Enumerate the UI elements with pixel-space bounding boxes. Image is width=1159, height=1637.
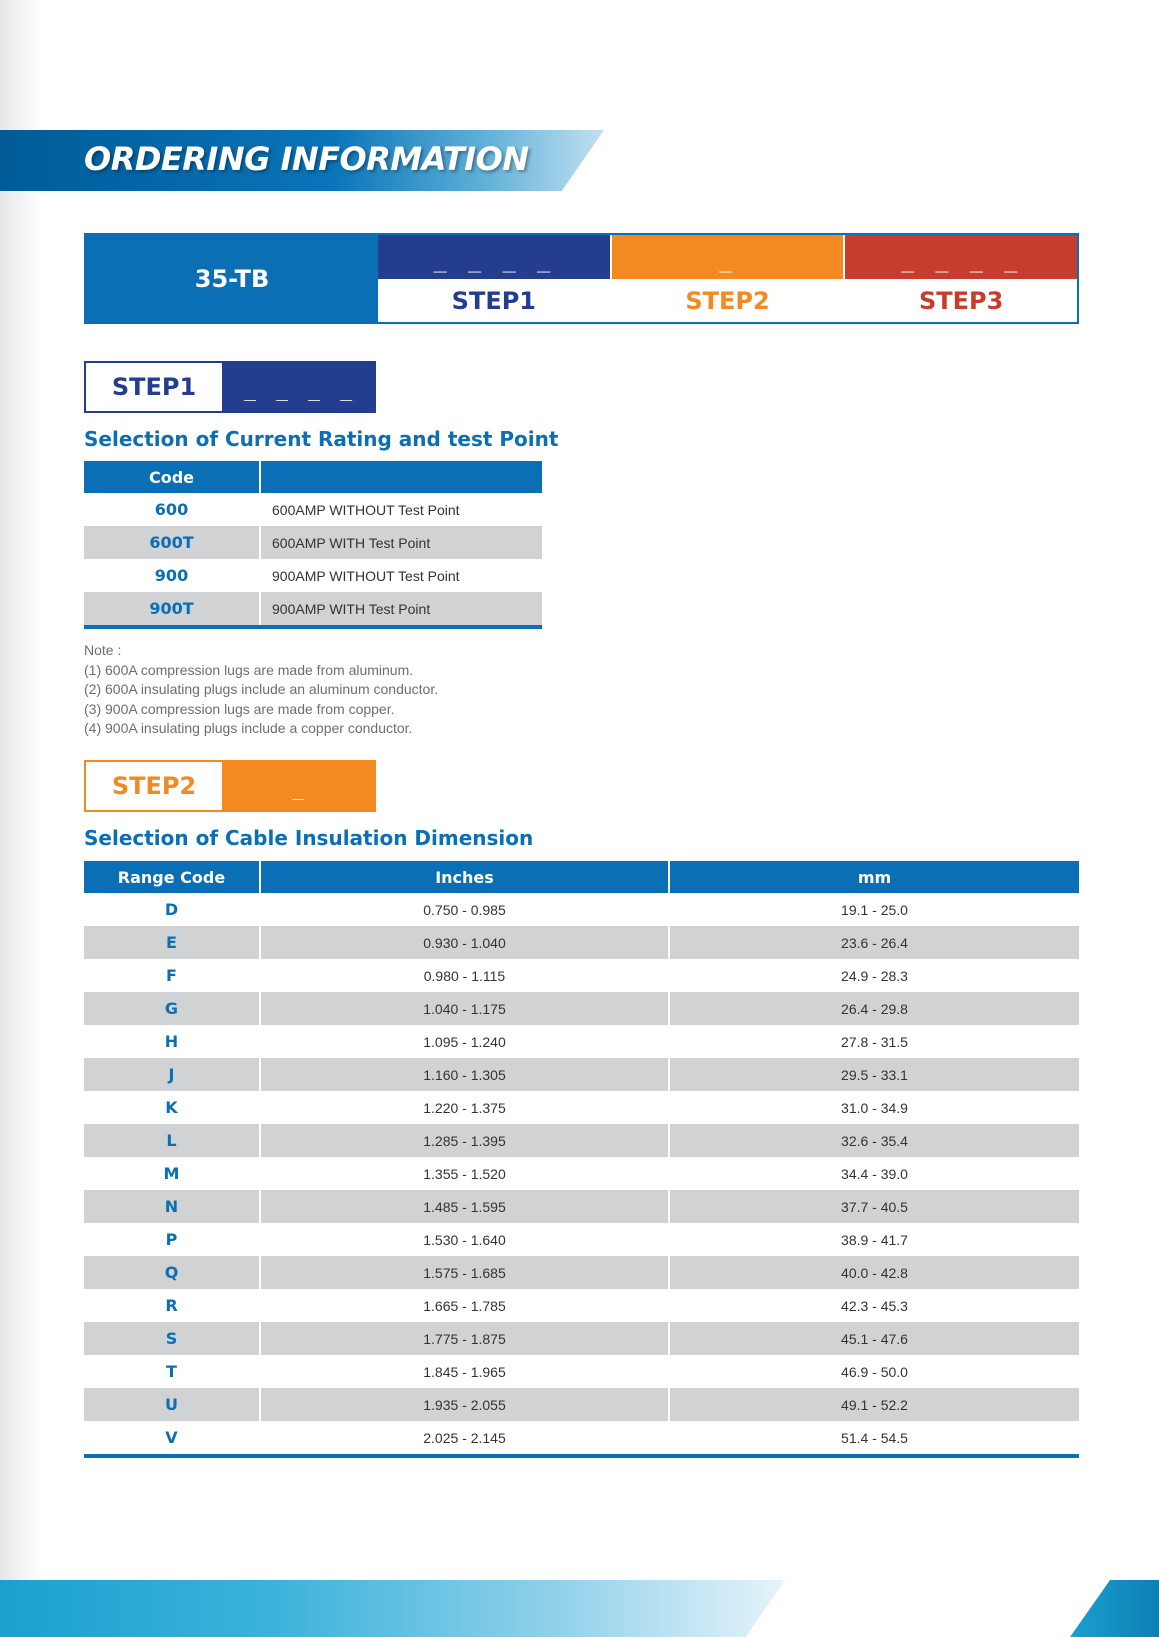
footer-band (0, 1580, 785, 1637)
table-row (84, 1289, 1079, 1322)
description-cell: 600AMP WITHOUT Test Point (272, 501, 460, 518)
note-item: (3) 900A compression lugs are made from copper. (84, 700, 395, 717)
step2-badge-value: _ (224, 760, 376, 812)
product-code-step1 (378, 235, 610, 322)
column-header-inches: Inches (260, 861, 669, 893)
step1-badge-label: STEP1 (84, 361, 224, 413)
range-code-cell: R (84, 1289, 260, 1322)
inches-cell: 1.160 - 1.305 (260, 1058, 669, 1091)
description-cell: 600AMP WITH Test Point (260, 526, 542, 559)
table-row (84, 926, 1079, 959)
mm-cell: 49.1 - 52.2 (669, 1388, 1079, 1421)
description-cell: 900AMP WITHOUT Test Point (272, 567, 460, 584)
step2-label: STEP2 (612, 279, 844, 322)
table-row (84, 893, 1079, 926)
step1-label: STEP1 (378, 279, 610, 322)
mm-cell: 38.9 - 41.7 (841, 1231, 908, 1248)
table-row (84, 1322, 1079, 1355)
range-code-cell: F (84, 959, 260, 992)
column-header-code: Code (84, 461, 260, 493)
mm-cell: 31.0 - 34.9 (841, 1099, 908, 1116)
step1-badge-value: _ _ _ _ (224, 361, 376, 413)
inches-cell: 0.930 - 1.040 (260, 926, 669, 959)
table-row (84, 1157, 1079, 1190)
table-row (84, 1091, 1079, 1124)
inches-cell: 1.530 - 1.640 (260, 1223, 669, 1256)
inches-cell: 1.285 - 1.395 (260, 1124, 669, 1157)
table-row (84, 959, 1079, 992)
inches-cell: 0.750 - 0.985 (260, 893, 669, 926)
inches-cell: 2.025 - 2.145 (260, 1421, 669, 1456)
range-code-cell: T (84, 1355, 260, 1388)
range-code-cell: L (84, 1124, 260, 1157)
footer-corner (1070, 1580, 1159, 1637)
inches-cell: 1.220 - 1.375 (260, 1091, 669, 1124)
table-row (84, 1421, 1079, 1456)
range-code-cell: E (84, 926, 260, 959)
range-code-cell: G (84, 992, 260, 1025)
range-code-cell: K (84, 1091, 260, 1124)
mm-cell: 42.3 - 45.3 (841, 1297, 908, 1314)
notes-block (84, 641, 438, 739)
table-row (84, 559, 542, 592)
table-row (84, 493, 542, 526)
mm-cell: 51.4 - 54.5 (841, 1429, 908, 1446)
table-row (84, 1355, 1079, 1388)
step3-placeholder: _ _ _ _ (845, 235, 1077, 279)
mm-cell: 29.5 - 33.1 (669, 1058, 1079, 1091)
table-row (84, 1388, 1079, 1421)
inches-cell: 1.040 - 1.175 (260, 992, 669, 1025)
table-row (84, 1190, 1079, 1223)
mm-cell: 46.9 - 50.0 (841, 1363, 908, 1380)
note-heading: Note : (84, 642, 122, 658)
page-edge-shade (0, 0, 42, 1637)
table-row (84, 1025, 1079, 1058)
mm-cell: 37.7 - 40.5 (669, 1190, 1079, 1223)
range-code-cell: S (84, 1322, 260, 1355)
table-row (84, 526, 542, 559)
mm-cell: 23.6 - 26.4 (669, 926, 1079, 959)
mm-cell: 19.1 - 25.0 (841, 901, 908, 918)
note-item: (4) 900A insulating plugs include a copper conductor. (84, 720, 413, 736)
range-code-cell: Q (84, 1256, 260, 1289)
table-row (84, 592, 542, 627)
range-code-cell: N (84, 1190, 260, 1223)
code-cell: 600T (84, 526, 260, 559)
step2-placeholder: _ (612, 235, 844, 279)
step2-badge (84, 760, 376, 812)
range-code-cell: J (84, 1058, 260, 1091)
range-code-cell: V (84, 1421, 260, 1456)
mm-cell: 27.8 - 31.5 (841, 1033, 908, 1050)
page-title: ORDERING INFORMATION (84, 140, 529, 178)
range-code-cell: U (84, 1388, 260, 1421)
code-cell: 600 (84, 493, 260, 526)
step1-badge (84, 361, 376, 413)
note-item: (1) 600A compression lugs are made from aluminum. (84, 661, 414, 678)
inches-cell: 1.485 - 1.595 (260, 1190, 669, 1223)
mm-cell: 24.9 - 28.3 (841, 967, 908, 984)
table-row (84, 1223, 1079, 1256)
mm-cell: 34.4 - 39.0 (841, 1165, 908, 1182)
description-cell: 900AMP WITH Test Point (260, 592, 542, 627)
inches-cell: 0.980 - 1.115 (260, 959, 669, 992)
range-code-cell: H (84, 1025, 260, 1058)
mm-cell: 45.1 - 47.6 (669, 1322, 1079, 1355)
inches-cell: 1.095 - 1.240 (260, 1025, 669, 1058)
mm-cell: 26.4 - 29.8 (669, 992, 1079, 1025)
step1-placeholder: _ _ _ _ (378, 235, 610, 279)
cable-insulation-table (84, 861, 1079, 1458)
table-row (84, 992, 1079, 1025)
step2-section-title: Selection of Cable Insulation Dimension (84, 826, 534, 850)
inches-cell: 1.355 - 1.520 (260, 1157, 669, 1190)
step2-badge-label: STEP2 (84, 760, 224, 812)
step3-label: STEP3 (845, 279, 1077, 322)
code-cell: 900T (84, 592, 260, 627)
product-code-name: 35-TB (86, 235, 378, 322)
product-code-step2 (610, 235, 844, 322)
table-header-row (84, 861, 1079, 893)
inches-cell: 1.665 - 1.785 (260, 1289, 669, 1322)
product-code-step3 (843, 235, 1077, 322)
inches-cell: 1.935 - 2.055 (260, 1388, 669, 1421)
range-code-cell: M (84, 1157, 260, 1190)
note-item: (2) 600A insulating plugs include an aluminum conductor. (84, 681, 439, 697)
table-header-row (84, 461, 542, 493)
current-rating-table (84, 461, 542, 629)
table-row (84, 1256, 1079, 1289)
inches-cell: 1.775 - 1.875 (260, 1322, 669, 1355)
inches-cell: 1.845 - 1.965 (260, 1355, 669, 1388)
range-code-cell: P (84, 1223, 260, 1256)
range-code-cell: D (84, 893, 260, 926)
code-cell: 900 (84, 559, 260, 592)
step1-section-title: Selection of Current Rating and test Point (84, 427, 559, 451)
column-header-description (260, 461, 542, 493)
table-row (84, 1058, 1079, 1091)
column-header-range-code: Range Code (84, 861, 260, 893)
inches-cell: 1.575 - 1.685 (260, 1256, 669, 1289)
table-row (84, 1124, 1079, 1157)
product-code-bar (84, 233, 1079, 324)
column-header-mm: mm (669, 861, 1079, 893)
mm-cell: 40.0 - 42.8 (669, 1256, 1079, 1289)
mm-cell: 32.6 - 35.4 (669, 1124, 1079, 1157)
